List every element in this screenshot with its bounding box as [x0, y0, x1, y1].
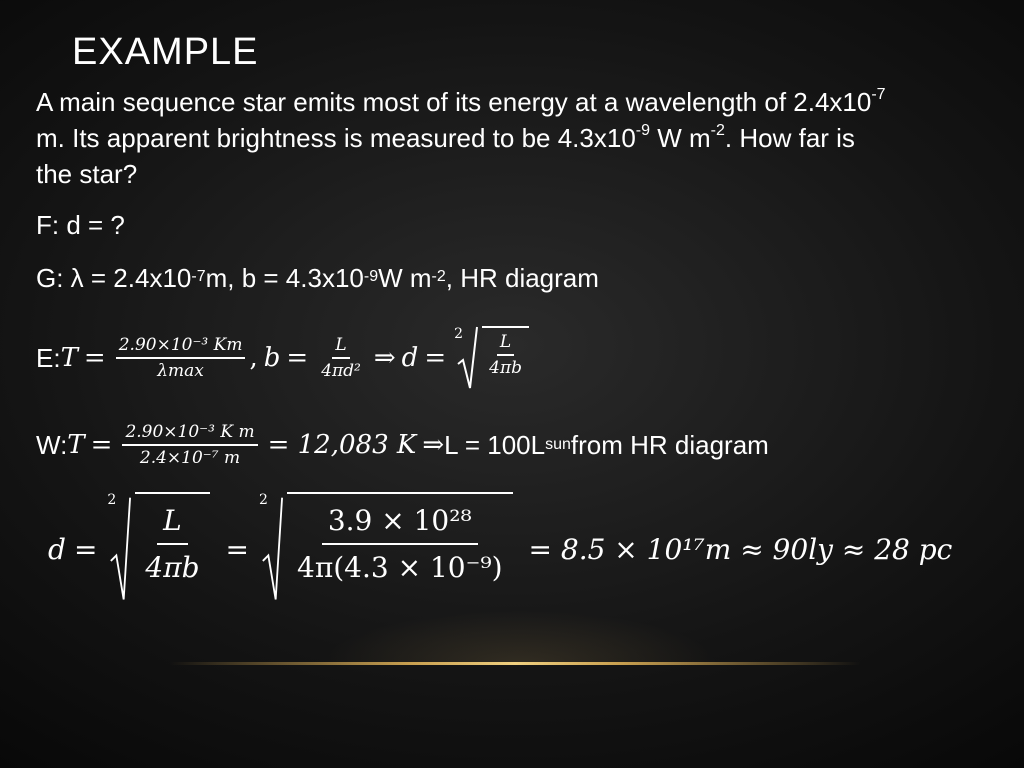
find-line	[36, 210, 125, 241]
find-text: F: d = ?	[36, 210, 125, 240]
fraction	[135, 492, 209, 606]
math-variable: d	[48, 532, 66, 566]
given-text: m, b = 4.3x10	[205, 263, 364, 293]
given-text: G: λ = 2.4x10	[36, 263, 192, 293]
luminosity-text: L = 100L	[444, 429, 546, 460]
work-line-1: W: T = $\frac{\text{2.90×10⁻³ K m}}{\text{2.4×10⁻⁷ m}}$ = 12,083 K ⇒ L = 100L sun from HR diagram	[36, 422, 769, 468]
unit-text: W m	[650, 123, 711, 153]
work-line-2	[48, 492, 952, 606]
fraction	[116, 335, 246, 381]
exponent: -9	[635, 122, 651, 140]
fraction-denominator: 4π(4.3 × 10⁻⁹)	[297, 551, 503, 584]
comma: ,	[249, 343, 258, 373]
problem-statement	[36, 84, 996, 192]
fraction-numerator: 2.90×10⁻³ K m	[122, 422, 257, 446]
exponent: -7	[871, 86, 886, 104]
problem-line-1: A main sequence star emits most of its energy at a wavelength of 2.4x10	[36, 87, 872, 117]
fraction-denominator: 4πb	[145, 551, 200, 584]
given-text: , HR diagram	[445, 263, 599, 293]
fraction-denominator: λmax	[157, 361, 204, 381]
given-line: G: λ = 2.4x10 $^{-7}$ m, b = 4.3x10 $^{-9}$ W m $^{-2}$ , HR diagram	[36, 263, 599, 293]
root-index: 2	[107, 492, 117, 508]
problem-question: . How far is	[724, 123, 855, 153]
decorative-gold-line	[170, 662, 860, 665]
fraction-numerator: 2.90×10⁻³ Km	[116, 335, 246, 359]
fraction	[318, 335, 364, 381]
math-variable: T	[60, 343, 78, 373]
equals-sign: =	[83, 343, 106, 373]
math-variable: b	[263, 343, 281, 373]
distance-result: = 8.5 × 10¹⁷m ≈ 90ly ≈ 28 pc	[528, 532, 953, 566]
radical-sign-icon	[261, 492, 283, 606]
equals-sign: =	[90, 430, 113, 460]
problem-line-3: the star?	[36, 159, 138, 189]
equals-sign: =	[73, 532, 98, 566]
equals-sign: =	[424, 343, 447, 373]
fraction-denominator: 4πd²	[321, 361, 361, 381]
root-index: 2	[259, 492, 268, 508]
equals-sign: =	[225, 532, 250, 566]
given-text: W m	[378, 263, 432, 293]
luminosity-text: from HR diagram	[570, 429, 769, 460]
fraction	[482, 326, 529, 390]
fraction	[122, 422, 257, 468]
math-variable: T	[67, 430, 85, 460]
equals-sign: =	[286, 343, 309, 373]
implies-arrow: ⇒	[373, 343, 396, 373]
decorative-glow	[320, 610, 720, 665]
fraction-numerator: L	[157, 498, 188, 545]
fraction-denominator: 4πb	[489, 358, 522, 378]
square-root	[109, 492, 213, 606]
fraction-numerator: L	[497, 332, 514, 356]
problem-line-2: m. Its apparent brightness is measured to be 4.3x10	[36, 123, 636, 153]
work-label: W:	[36, 429, 68, 460]
square-root	[261, 492, 517, 606]
equation-label: E:	[36, 342, 61, 373]
math-variable: d	[401, 343, 419, 373]
square-root	[456, 326, 533, 390]
fraction-denominator: 2.4×10⁻⁷ m	[139, 448, 241, 468]
root-index: 2	[454, 326, 464, 342]
exponent: -2	[710, 122, 725, 140]
temperature-result: = 12,083 K	[267, 430, 417, 460]
problem-text	[36, 84, 996, 192]
equation-line	[36, 326, 537, 390]
slide-title: EXAMPLE	[72, 31, 259, 73]
fraction-numerator: L	[332, 335, 349, 359]
fraction-numerator: 3.9 × 10²⁸	[322, 498, 478, 545]
fraction	[287, 492, 513, 606]
implies-arrow: ⇒	[422, 430, 445, 460]
radical-sign-icon	[109, 492, 131, 606]
